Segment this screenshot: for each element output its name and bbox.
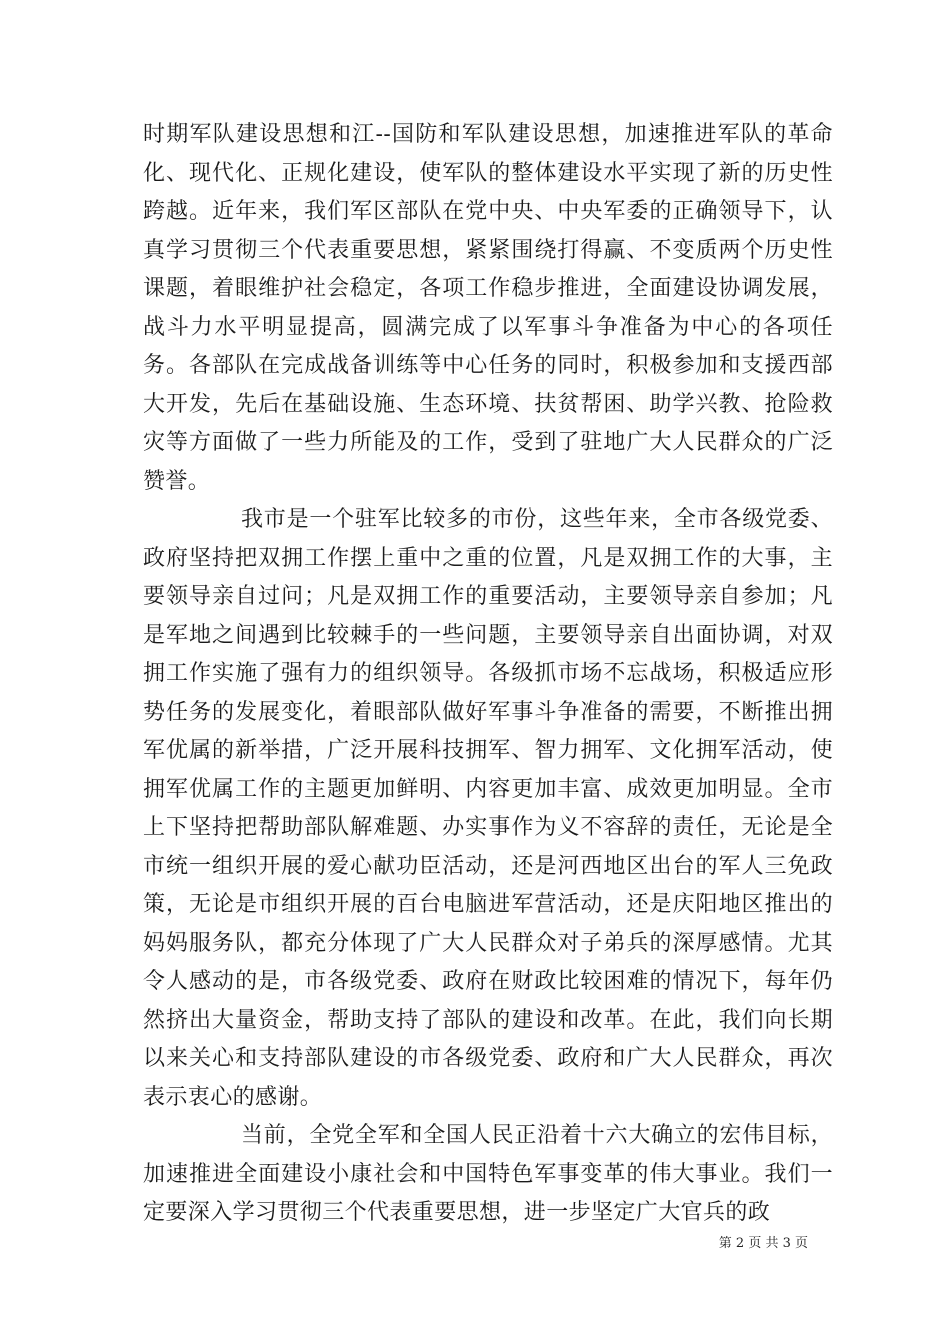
page-number-footer: 第 2 页 共 3 页 <box>718 1236 808 1251</box>
body-text <box>143 116 833 1233</box>
paragraph-3: 当前，全党全军和全国人民正沿着十六大确立的宏伟目标，加速推进全面建设小康社会和中国特色军事变革的伟大事业。我们一定要深入学习贯彻三个代表重要思想，进一步坚定广大官兵的政 <box>143 1123 833 1225</box>
paragraph-1: 时期军队建设思想和江--国防和军队建设思想，加速推进军队的革命化、现代化、正规化建设，使军队的整体建设水平实现了新的历史性跨越。近年来，我们军区部队在党中央、中央军委的正确领导下，认真学习贯彻三个代表重要思想，紧紧围绕打得赢、不变质两个历史性课题，着眼维护社会稳定，各项工作稳步推进，全面建设协调发展，战斗力水平明显提高，圆满完成了以军事斗争准备为中心的各项任务。各部队在完成战备训练等中心任务的同时，积极参加和支援西部大开发，先后在基础设施、生态环境、扶贫帮困、助学兴教、抢险救灾等方面做了一些力所能及的工作，受到了驻地广大人民群众的广泛赞誉。 <box>143 122 833 494</box>
paragraph-2: 我市是一个驻军比较多的市份，这些年来，全市各级党委、政府坚持把双拥工作摆上重中之重的位置，凡是双拥工作的大事，主要领导亲自过问；凡是双拥工作的重要活动，主要领导亲自参加；凡是军地之间遇到比较棘手的一些问题，主要领导亲自出面协调，对双拥工作实施了强有力的组织领导。各级抓市场不忘战场，积极适应形势任务的发展变化，着眼部队做好军事斗争准备的需要，不断推出拥军优属的新举措，广泛开展科技拥军、智力拥军、文化拥军活动，使拥军优属工作的主题更加鲜明、内容更加丰富、成效更加明显。全市上下坚持把帮助部队解难题、办实事作为义不容辞的责任，无论是全市统一组织开展的爱心献功臣活动，还是河西地区出台的军人三免政策，无论是市组织开展的百台电脑进军营活动，还是庆阳地区推出的妈妈服务队，都充分体现了广大人民群众对子弟兵的深厚感情。尤其令人感动的是，市各级党委、政府在财政比较困难的情况下，每年仍然挤出大量资金，帮助支持了部队的建设和改革。在此，我们向长期以来关心和支持部队建设的市各级党委、政府和广大人民群众，再次表示衷心的感谢。 <box>143 507 833 1110</box>
